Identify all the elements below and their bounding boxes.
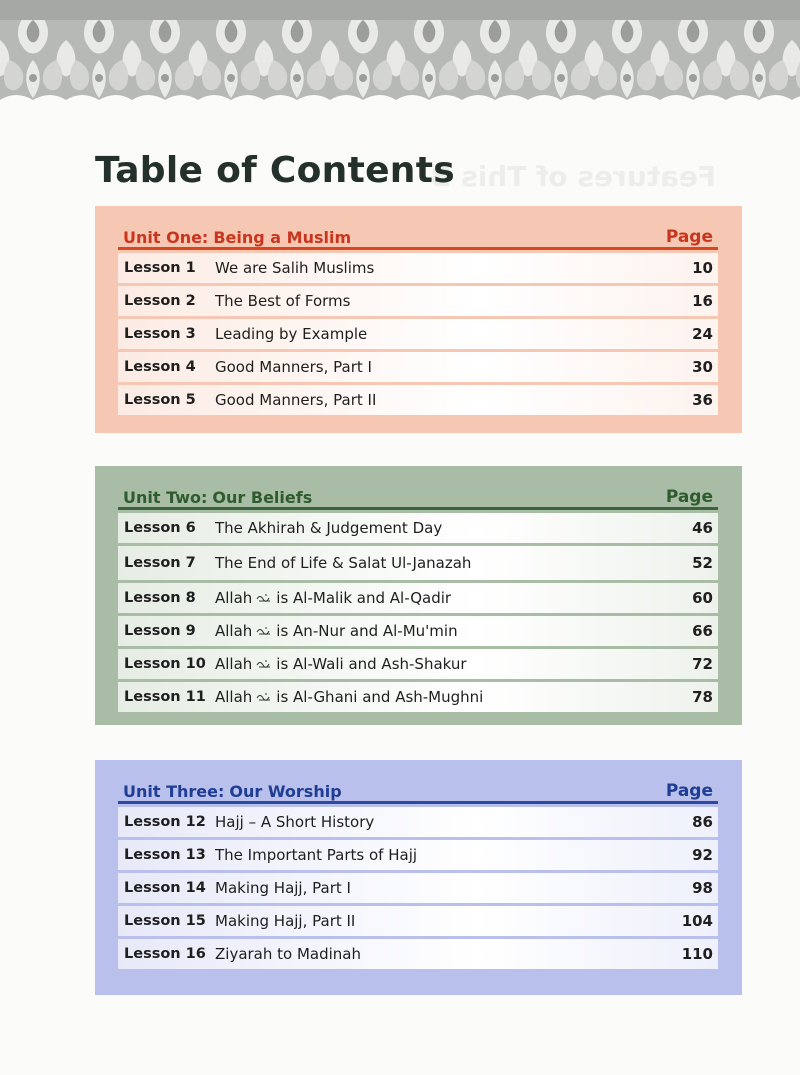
page-column-header: Page	[665, 781, 713, 801]
lesson-page-number: 104	[681, 912, 713, 930]
lesson-number: Lesson 8	[124, 590, 196, 606]
lesson-number: Lesson 3	[124, 326, 196, 342]
lesson-row[interactable]	[118, 649, 718, 679]
lesson-page-number: 16	[692, 292, 713, 310]
lesson-number: Lesson 14	[124, 880, 206, 896]
lesson-row[interactable]	[118, 546, 718, 580]
lesson-page-number: 110	[681, 945, 713, 963]
unit-header-rule	[118, 247, 718, 250]
lesson-page-number: 30	[692, 358, 713, 376]
lesson-number: Lesson 9	[124, 623, 196, 639]
lesson-title: We are Salih Muslims	[215, 259, 375, 277]
lesson-number: Lesson 7	[124, 555, 196, 571]
lesson-title: Good Manners, Part I	[215, 358, 372, 376]
lesson-row[interactable]	[118, 513, 718, 543]
lesson-page-number: 10	[692, 259, 713, 277]
unit-label: Unit Three:	[123, 782, 225, 801]
lesson-page-number: 60	[692, 589, 713, 607]
lesson-number: Lesson 12	[124, 814, 206, 830]
unit-header-rule	[118, 507, 718, 510]
lesson-page-number: 86	[692, 813, 713, 831]
lesson-title: Leading by Example	[215, 325, 368, 343]
lesson-number: Lesson 11	[124, 689, 206, 705]
lesson-title: Ziyarah to Madinah	[215, 945, 362, 963]
lesson-row[interactable]	[118, 286, 718, 316]
lesson-page-number: 78	[692, 688, 713, 706]
lesson-page-number: 52	[692, 554, 713, 572]
lesson-row[interactable]	[118, 352, 718, 382]
page-title: Table of Contents	[95, 150, 455, 191]
page-column-header: Page	[665, 487, 713, 507]
lesson-number: Lesson 13	[124, 847, 206, 863]
unit-header	[118, 216, 718, 247]
lesson-row[interactable]	[118, 319, 718, 349]
lesson-number: Lesson 10	[124, 656, 206, 672]
lesson-title: The Best of Forms	[215, 292, 351, 310]
lesson-number: Lesson 16	[124, 946, 206, 962]
lesson-title: Good Manners, Part II	[215, 391, 377, 409]
lesson-row[interactable]	[118, 385, 718, 415]
unit-two-section	[95, 466, 742, 725]
lesson-row[interactable]	[118, 906, 718, 936]
unit-header	[118, 476, 718, 507]
honorific-calligraphy-icon	[256, 659, 272, 668]
lesson-number: Lesson 5	[124, 392, 196, 408]
unit-three-section	[95, 760, 742, 995]
unit-one-section	[95, 206, 742, 433]
unit-header	[118, 770, 718, 801]
lesson-page-number: 36	[692, 391, 713, 409]
lesson-row[interactable]	[118, 939, 718, 969]
lesson-title: Hajj – A Short History	[215, 813, 375, 831]
lesson-page-number: 98	[692, 879, 713, 897]
lesson-page-number: 92	[692, 846, 713, 864]
unit-name: Our Worship	[229, 782, 342, 801]
unit-name: Being a Muslim	[213, 228, 352, 247]
lesson-number: Lesson 2	[124, 293, 196, 309]
show-through-heading: Features of This B	[430, 160, 716, 193]
lesson-row[interactable]	[118, 840, 718, 870]
unit-label: Unit One:	[123, 228, 209, 247]
lesson-number: Lesson 15	[124, 913, 206, 929]
lesson-title: Making Hajj, Part I	[215, 879, 351, 897]
unit-label: Unit Two:	[123, 488, 208, 507]
lesson-row[interactable]	[118, 807, 718, 837]
lesson-row[interactable]	[118, 253, 718, 283]
lesson-number: Lesson 6	[124, 520, 196, 536]
lesson-title: The End of Life & Salat Ul-Janazah	[215, 554, 472, 572]
honorific-calligraphy-icon	[256, 593, 272, 602]
lesson-page-number: 46	[692, 519, 713, 537]
unit-header-rule	[118, 801, 718, 804]
lesson-title: The Important Parts of Hajj	[215, 846, 418, 864]
lesson-title: Allah is Al-Malik and Al-Qadir	[215, 589, 452, 607]
lesson-page-number: 24	[692, 325, 713, 343]
unit-name: Our Beliefs	[212, 488, 313, 507]
honorific-calligraphy-icon	[256, 626, 272, 635]
lesson-row[interactable]	[118, 873, 718, 903]
lesson-number: Lesson 4	[124, 359, 196, 375]
lesson-title: Making Hajj, Part II	[215, 912, 356, 930]
lesson-title: The Akhirah & Judgement Day	[215, 519, 443, 537]
lesson-row[interactable]	[118, 682, 718, 712]
page-column-header: Page	[665, 227, 713, 247]
lesson-page-number: 72	[692, 655, 713, 673]
arabesque-border-ornament	[0, 0, 800, 132]
lesson-title: Allah is Al-Ghani and Ash-Mughni	[215, 688, 484, 706]
lesson-row[interactable]	[118, 616, 718, 646]
lesson-page-number: 66	[692, 622, 713, 640]
lesson-number: Lesson 1	[124, 260, 196, 276]
lesson-row[interactable]	[118, 583, 718, 613]
lesson-title: Allah is Al-Wali and Ash-Shakur	[215, 655, 467, 673]
honorific-calligraphy-icon	[256, 692, 272, 701]
lesson-title: Allah is An-Nur and Al-Mu'min	[215, 622, 458, 640]
